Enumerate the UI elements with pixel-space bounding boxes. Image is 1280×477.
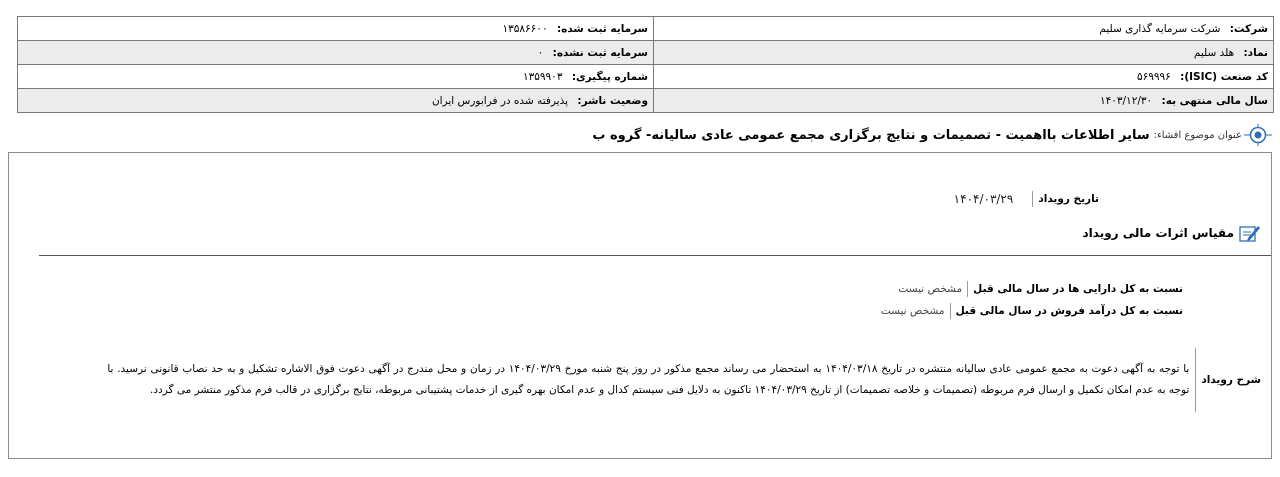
subject-label: عنوان موضوع افشاء: — [1153, 129, 1242, 141]
event-date-row — [954, 191, 1099, 207]
info-row-isic — [18, 65, 1274, 89]
financial-impact-heading — [1083, 223, 1261, 243]
ratio-assets-row — [898, 281, 1183, 297]
event-details-box — [8, 152, 1272, 459]
divider — [950, 303, 951, 319]
unregistered-capital-value: ۰ — [537, 46, 544, 59]
tracking-value: ۱۳۵۹۹۰۳ — [522, 70, 563, 83]
company-value: شرکت سرمایه گذاری سلیم — [1099, 22, 1221, 35]
financial-impact-title: مقیاس اثرات مالی رویداد — [1082, 226, 1234, 240]
target-bullet-icon — [1244, 122, 1272, 148]
divider — [967, 281, 968, 297]
publisher-status-label: وضعیت ناشر: — [577, 94, 648, 107]
isic-cell — [654, 65, 1274, 89]
isic-value: ۵۶۹۹۹۶ — [1136, 70, 1171, 83]
info-row-fiscal-year — [18, 89, 1274, 113]
registered-capital-label: سرمایه ثبت شده: — [556, 22, 648, 35]
symbol-label: نماد: — [1243, 46, 1268, 59]
company-info-table — [17, 16, 1274, 113]
divider — [1032, 191, 1033, 207]
registered-capital-value: ۱۳۵۸۶۶۰۰ — [502, 22, 548, 35]
disclosure-subject — [592, 122, 1272, 148]
tracking-cell — [18, 65, 654, 89]
event-date-value: ۱۴۰۴/۰۳/۲۹ — [953, 192, 1014, 206]
ratio-revenue-label: نسبت به کل درآمد فروش در سال مالی قبل — [955, 305, 1183, 317]
fiscal-year-value: ۱۴۰۳/۱۲/۳۰ — [1099, 94, 1153, 107]
fiscal-year-cell — [654, 89, 1274, 113]
event-date-label: تاریخ رویداد — [1038, 193, 1099, 205]
event-description-row — [107, 348, 1261, 412]
symbol-value: هلد سلیم — [1193, 46, 1235, 59]
company-label: شرکت: — [1229, 22, 1268, 35]
symbol-cell — [654, 41, 1274, 65]
ratio-assets-label: نسبت به کل دارایی ها در سال مالی قبل — [973, 283, 1183, 295]
publisher-status-value: پذیرفته شده در فرابورس ایران — [431, 94, 569, 107]
section-divider — [39, 255, 1271, 256]
event-description-text: با توجه به آگهی دعوت به مجمع عمومی عادی سالیانه منتشره در تاریخ ۱۴۰۴/۰۳/۱۸ به استحضار می رساند مجمع مذکور در روز پنج شنبه مورخ ۱۴۰۴/۰۳/۲۹ در زمان و محل مندرج در آگهی دعوت فوق الاشاره تشکیل و به حد نصاب قانونی نرسید. با توجه به عدم امکان تکمیل و ارسال فرم مربوطه (تصمیمات و خلاصه تصمیمات) از تاریخ ۱۴۰۴/۰۳/۲۹ تاکنون به دلایل فنی سیستم کدال و عدم امکان بهره گیری از خدمات پشتیبانی مربوطه، نتایج برگزاری در قالب فرم مذکور منتشر می گردد. — [107, 363, 1190, 396]
ratio-assets-value: مشخص نیست — [898, 283, 963, 295]
fiscal-year-label: سال مالی منتهی به: — [1161, 94, 1268, 107]
info-row-symbol — [18, 41, 1274, 65]
edit-pencil-icon — [1239, 223, 1261, 243]
event-description-label: شرح رویداد — [1195, 348, 1261, 412]
registered-capital-cell — [18, 17, 654, 41]
publisher-status-cell — [18, 89, 654, 113]
ratio-revenue-row — [881, 303, 1183, 319]
company-cell — [654, 17, 1274, 41]
isic-label: کد صنعت (ISIC): — [1180, 70, 1268, 83]
unregistered-capital-label: سرمایه ثبت نشده: — [552, 46, 648, 59]
ratio-revenue-value: مشخص نیست — [880, 305, 945, 317]
info-row-company — [18, 17, 1274, 41]
subject-title: سایر اطلاعات بااهمیت - تصمیمات و نتایج برگزاری مجمع عمومی عادی سالیانه- گروه ب — [592, 127, 1150, 143]
unregistered-capital-cell — [18, 41, 654, 65]
tracking-label: شماره پیگیری: — [571, 70, 648, 83]
